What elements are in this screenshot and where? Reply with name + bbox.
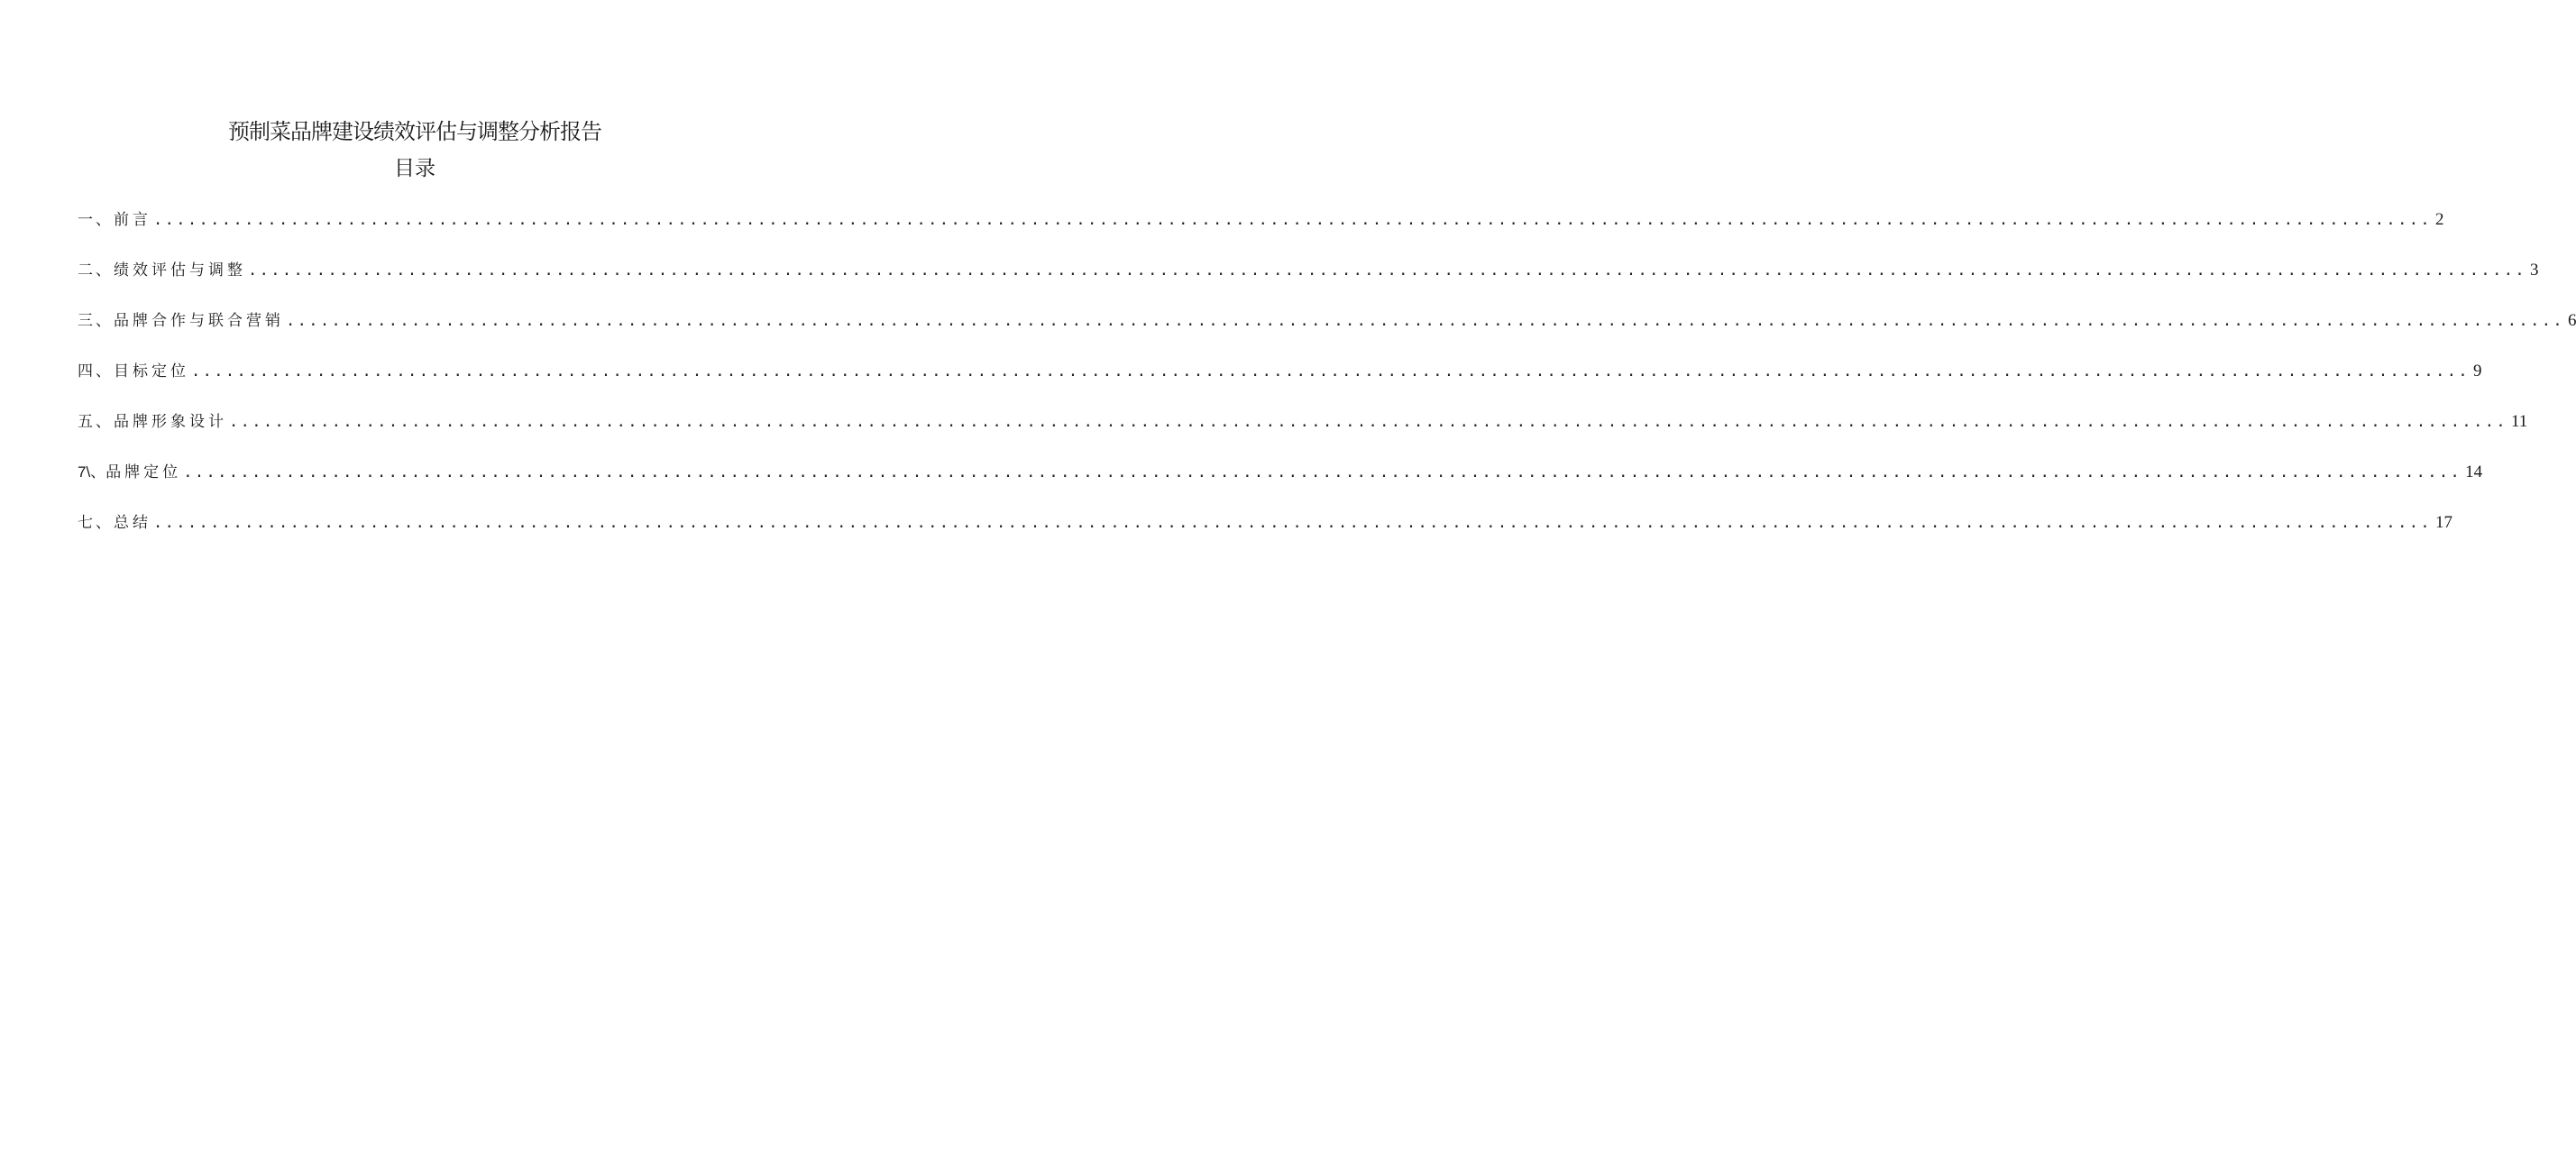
toc-entry-number: 三、 <box>78 312 114 330</box>
toc-entry-label: 品牌合作与联合营销 <box>114 312 284 330</box>
toc-dot-leader: ........................................................................................................................................................................................................ <box>248 261 2526 280</box>
document-title: 预制菜品牌建设绩效评估与调整分析报告 <box>228 119 601 144</box>
toc-entry[interactable] <box>78 209 2444 260</box>
toc-entry[interactable] <box>78 260 2539 310</box>
toc-entry-number: 二、 <box>78 261 114 280</box>
toc-dot-leader: ........................................................................................................................................................................................................ <box>183 463 2462 481</box>
toc-dot-leader: ........................................................................................................................................................................................................ <box>153 211 2432 229</box>
toc-entry-label: 总结 <box>114 514 151 532</box>
toc-entry-number: 7\、 <box>78 463 106 481</box>
toc-entry-number: 一、 <box>78 211 114 229</box>
toc-entry-number: 四、 <box>78 362 114 380</box>
toc-heading: 目录 <box>394 157 435 180</box>
toc-entry[interactable] <box>78 310 2576 361</box>
toc-entry-number: 七、 <box>78 514 114 532</box>
toc-entry-label: 绩效评估与调整 <box>114 261 246 280</box>
toc-entry-label: 品牌定位 <box>105 463 182 481</box>
toc-entry-page: 11 <box>2510 412 2528 431</box>
toc-entry-number: 五、 <box>78 413 114 431</box>
toc-entry-label: 目标定位 <box>114 362 189 380</box>
toc-entry[interactable] <box>78 462 2483 512</box>
toc-dot-leader: ........................................................................................................................................................................................................ <box>191 362 2470 380</box>
toc-entry[interactable] <box>78 411 2528 462</box>
toc-entry[interactable] <box>78 361 2482 411</box>
toc-entry-label: 前言 <box>114 211 151 229</box>
toc-entry[interactable] <box>78 512 2452 563</box>
toc-dot-leader: ........................................................................................................................................................................................................ <box>229 413 2507 431</box>
toc-entry-page: 2 <box>2434 210 2444 229</box>
toc-entry-label: 品牌形象设计 <box>114 413 227 431</box>
toc-entry-page: 14 <box>2465 463 2483 481</box>
toc-entry-page: 9 <box>2472 362 2482 380</box>
table-of-contents <box>78 209 2576 563</box>
toc-entry-page: 3 <box>2529 261 2539 280</box>
toc-dot-leader: ........................................................................................................................................................................................................ <box>153 514 2432 532</box>
toc-dot-leader: ........................................................................................................................................................................................................ <box>286 312 2564 330</box>
toc-entry-page: 17 <box>2434 513 2452 532</box>
toc-entry-page: 6 <box>2567 311 2576 330</box>
